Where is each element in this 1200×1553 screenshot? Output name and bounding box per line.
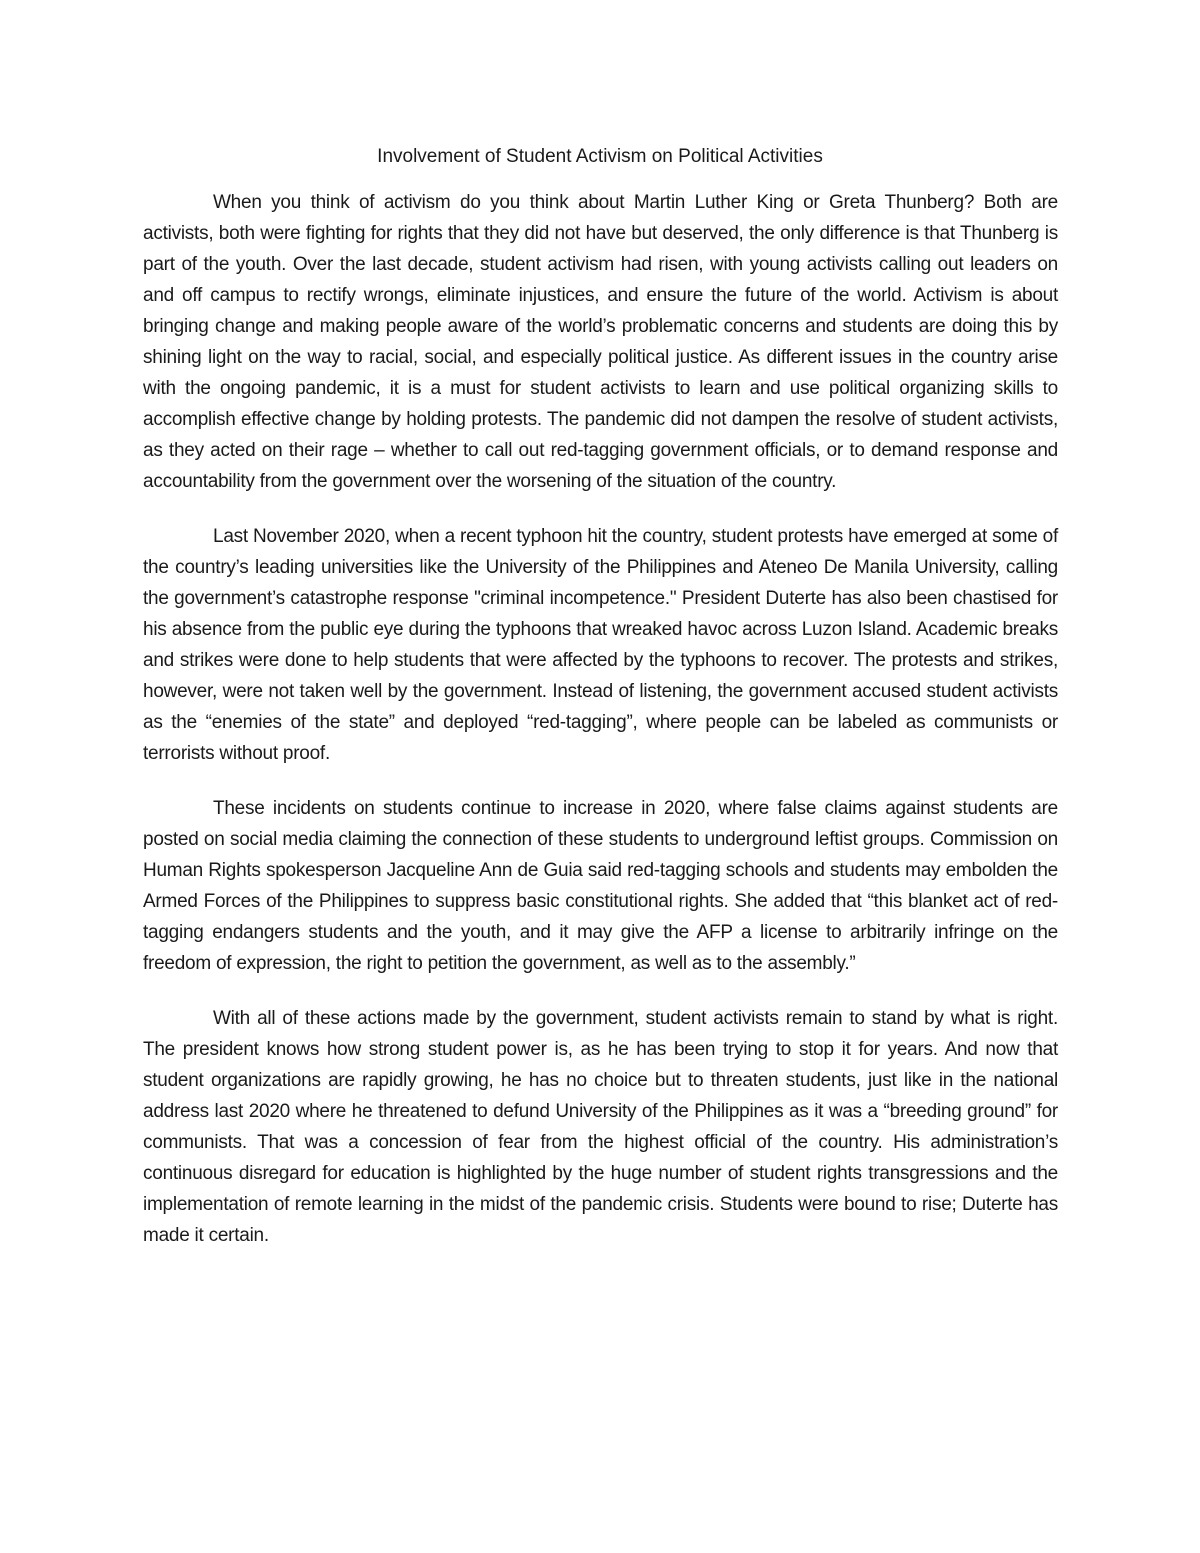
paragraph-3: These incidents on students continue to increase in 2020, where false claims against students are posted on social media claiming the connection of these students to underground leftist groups. Commission on Human Rights spokesperson Jacqueline Ann de Guia said red-tagging schools and students may embolden the Armed Forces of the Philippines to suppress basic constitutional rights. She added that “this blanket act of red-tagging endangers students and the youth, and it may give the AFP a license to arbitrarily infringe on the freedom of expression, the right to petition the government, as well as to the assembly.” bbox=[143, 798, 1058, 974]
paragraph-2: Last November 2020, when a recent typhoon hit the country, student protests have emerged at some of the country’s leading universities like the University of the Philippines and Ateneo De Manila University, calling the government’s catastrophe response "criminal incompetence." President Duterte has also been chastised for his absence from the public eye during the typhoons that wreaked havoc across Luzon Island. Academic breaks and strikes were done to help students that were affected by the typhoons to recover. The protests and strikes, however, were not taken well by the government. Instead of listening, the government accused student activists as the “enemies of the state” and deployed “red-tagging”, where people can be labeled as communists or terrorists without proof. bbox=[143, 526, 1058, 764]
paragraph-1: When you think of activism do you think about Martin Luther King or Greta Thunberg? Both are activists, both were fighting for rights that they did not have but deserved, the only difference is that Thunberg is part of the youth. Over the last decade, student activism had risen, with young activists calling out leaders on and off campus to rectify wrongs, eliminate injustices, and ensure the future of the world. Activism is about bringing change and making people aware of the world’s problematic concerns and students are doing this by shining light on the way to racial, social, and especially political justice. As different issues in the country arise with the ongoing pandemic, it is a must for student activists to learn and use political organizing skills to accomplish effective change by holding protests. The pandemic did not dampen the resolve of student activists, as they acted on their rage – whether to call out red-tagging government officials, or to demand response and accountability from the government over the worsening of the situation of the country. bbox=[143, 192, 1058, 492]
document-title: Involvement of Student Activism on Political Activities bbox=[377, 146, 823, 167]
paragraph-4: With all of these actions made by the government, student activists remain to stand by what is right. The president knows how strong student power is, as he has been trying to stop it for years. And now that student organizations are rapidly growing, he has no choice but to threaten students, just like in the national address last 2020 where he threatened to defund University of the Philippines as it was a “breeding ground” for communists. That was a concession of fear from the highest official of the country. His administration’s continuous disregard for education is highlighted by the huge number of student rights transgressions and the implementation of remote learning in the midst of the pandemic crisis. Students were bound to rise; Duterte has made it certain. bbox=[143, 1008, 1058, 1246]
document-body bbox=[143, 187, 1058, 1275]
